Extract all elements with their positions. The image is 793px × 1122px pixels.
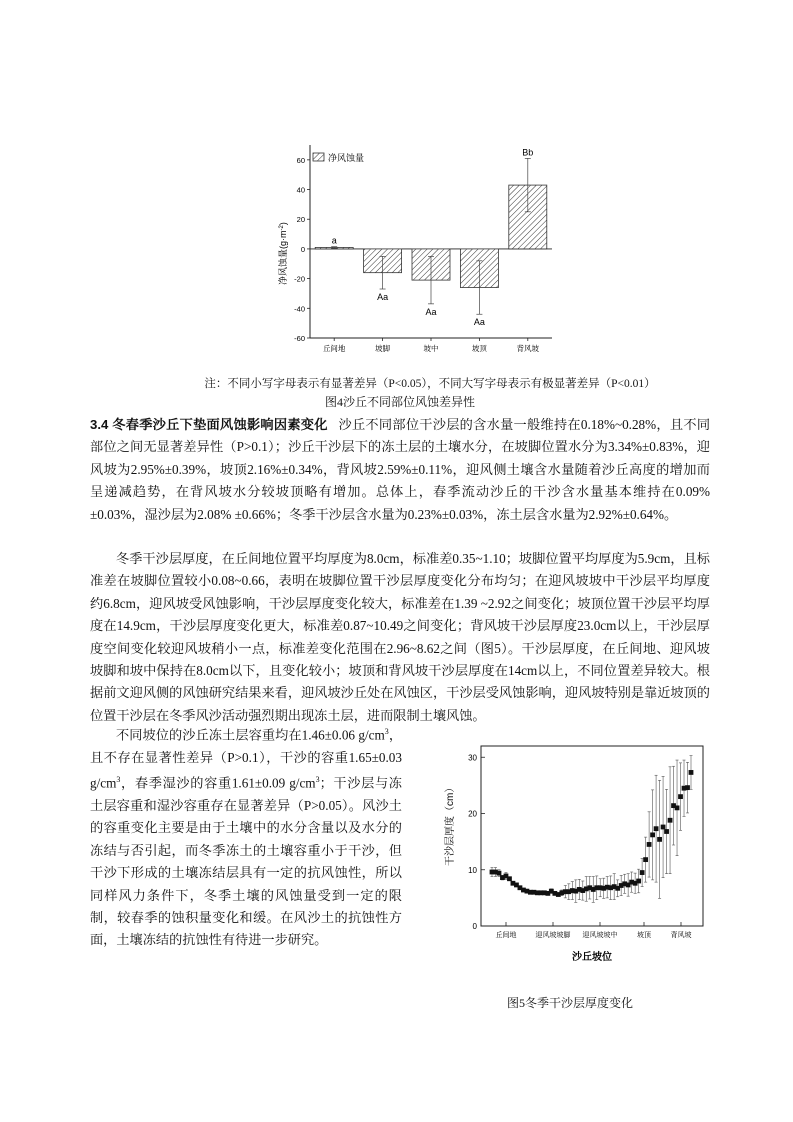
y-tick-label: 30 xyxy=(468,753,477,763)
y-tick-label: 60 xyxy=(296,155,305,165)
x-tick-label: 坡顶 xyxy=(637,932,651,939)
data-point xyxy=(657,837,662,842)
data-point xyxy=(678,794,683,799)
y-axis-label: 净风蚀量$(g\cdot m^{-2})$ xyxy=(278,222,288,285)
y-tick-label: 20 xyxy=(296,215,305,225)
x-tick-label: 背风坡 xyxy=(670,932,692,939)
y-label-exponent: -2 xyxy=(279,225,285,231)
x-tick-label: 丘间地 xyxy=(322,344,346,353)
paragraph-1-text: 沙丘不同部位干沙层的含水量一般维持在0.18%~0.28%，且不同部位之间无显著差异性（P>0.1）；沙丘干沙层下的冻土层的土壤水分，在坡脚位置水分为3.34%±0.83%，迎风坡为2.95%±0.39%，坡顶2.16%±0.34%，背风坡2.59%±0.11%，迎风侧土壤含水量随着沙丘高度的增加而呈递减趋势，在背风坡水分较坡顶略有增加。总体上，春季流动沙丘的干沙含水量基本维持在0.09%±0.03%，湿沙层为2.08% ±0.66%；冬季干沙层含水量为0.23%±0.03%，冻土层含水量为2.92%±0.64%。 xyxy=(90,417,711,522)
x-tick-label: 迎风坡坡中 xyxy=(582,932,618,939)
section-paragraph-3 xyxy=(90,721,402,952)
data-point xyxy=(643,857,648,862)
x-tick-label: 坡顶 xyxy=(471,344,487,353)
sup-3: 3 xyxy=(315,775,320,785)
figure4-caption: 图4沙丘不同部位风蚀差异性 xyxy=(324,395,475,409)
data-point xyxy=(654,826,659,831)
data-point xyxy=(507,876,512,881)
significance-label: a xyxy=(331,235,337,246)
data-point xyxy=(650,832,655,837)
y-tick-label: 20 xyxy=(468,809,477,819)
section-paragraph-2: 冬季干沙层厚度，在丘间地位置平均厚度为8.0cm，标准差0.35~1.10；坡脚位置平均厚度为5.9cm，且标准差在坡脚位置较小0.08~0.66，表明在坡脚位置干沙层厚度变化分布均匀；在迎风坡坡中干沙层平均厚度约6.8cm，迎风坡受风蚀影响，干沙层厚度变化较大，标准差在1.39 ~2.92之间变化；坡顶位置干沙层平均厚度在14.9cm，干沙层厚度变化更大，标准差0.87~10.49之间变化；背风坡干沙层厚度23.0cm以上，干沙层厚度空间变化较迎风坡稍小一点，标准差变化范围在2.96~8.62之间（图5）。干沙层厚度，在丘间地、迎风坡坡脚和坡中保持在8.0cm以下，且变化较小；坡顶和背风坡干沙层厚度在14cm以上，不同位置差异较大。根据前文迎风侧的风蚀研究结果来看，迎风坡沙丘处在风蚀区，干沙层受风蚀影响，迎风坡特别是靠近坡顶的位置干沙层在冬季风沙活动强烈期出现冻土层，进而限制土壤风蚀。 xyxy=(90,551,710,723)
sup-3: 3 xyxy=(116,775,121,785)
data-point xyxy=(647,842,652,847)
p3-part-c: ，春季湿沙的容重1.61±0.09 g/cm xyxy=(120,775,316,791)
data-point xyxy=(636,879,641,884)
y-tick-label: 0 xyxy=(472,922,477,931)
data-point xyxy=(640,870,645,875)
significance-label: Bb xyxy=(522,147,534,158)
y-tick-label: 40 xyxy=(296,185,305,195)
figure4-note: 注：不同小写字母表示有显著差异（P<0.05），不同大写字母表示有极显著差异（P<0.01） xyxy=(204,378,656,390)
sup-3: 3 xyxy=(384,727,389,736)
significance-label: Aa xyxy=(425,306,437,317)
data-point xyxy=(664,829,669,834)
figure5-scatter-chart xyxy=(436,738,714,966)
p3-part-d: ；干沙层与冻土层容重和湿沙容重存在显著差异（P>0.05）。风沙土的容重变化主要是由于土壤中的水分含量以及水分的冻结与否引起，而冬季冻土的土壤容重小于干沙，但干沙下形成的土壤冻结层具有一定的抗风蚀性，所以同样风力条件下，冬季土壤的风蚀量受到一定的限制，较春季的蚀积量变化和缓。在风沙土的抗蚀性方面，土壤冻结的抗蚀性有待进一步研究。 xyxy=(90,775,402,948)
plot-frame xyxy=(481,746,703,926)
data-point xyxy=(497,871,502,876)
legend-swatch xyxy=(313,153,324,161)
y-tick-label: 0 xyxy=(300,244,305,254)
legend-label: 净风蚀量 xyxy=(328,153,365,163)
y-tick-label: -40 xyxy=(294,304,305,314)
data-point xyxy=(685,785,690,790)
data-point xyxy=(661,825,666,830)
x-tick-label: 迎风坡坡脚 xyxy=(535,932,571,939)
x-tick-label: 背风坡 xyxy=(516,344,540,353)
figure5-caption: 图5冬季干沙层厚度变化 xyxy=(506,996,633,1010)
x-tick-label: 坡中 xyxy=(423,344,439,353)
x-axis-label: 沙丘坡位 xyxy=(572,952,612,963)
section-heading: 3.4 冬春季沙丘下垫面风蚀影响因素变化 xyxy=(90,417,328,432)
p3-part-a: 不同坡位的沙丘冻土层容重均在1.46±0.06 g/cm xyxy=(116,727,385,743)
x-tick-label: 坡脚 xyxy=(375,344,391,353)
y-tick-label: -60 xyxy=(294,334,305,343)
data-point xyxy=(675,805,680,810)
data-point xyxy=(668,818,673,823)
y-tick-label: 10 xyxy=(468,865,477,875)
significance-label: Aa xyxy=(473,317,485,328)
x-tick-label: 丘间地 xyxy=(495,932,517,939)
y-tick-label: -20 xyxy=(294,274,305,284)
significance-label: Aa xyxy=(377,292,389,303)
p3-part-b: ，且不存在显著性差异（P>0.1），干沙的容重1.65±0.03 g/cm xyxy=(90,727,403,791)
section-paragraph-1 xyxy=(90,414,710,526)
figure4-bar-chart xyxy=(270,140,560,360)
data-point xyxy=(689,770,694,775)
y-axis-label: 干沙层厚度（cm） xyxy=(445,782,456,866)
